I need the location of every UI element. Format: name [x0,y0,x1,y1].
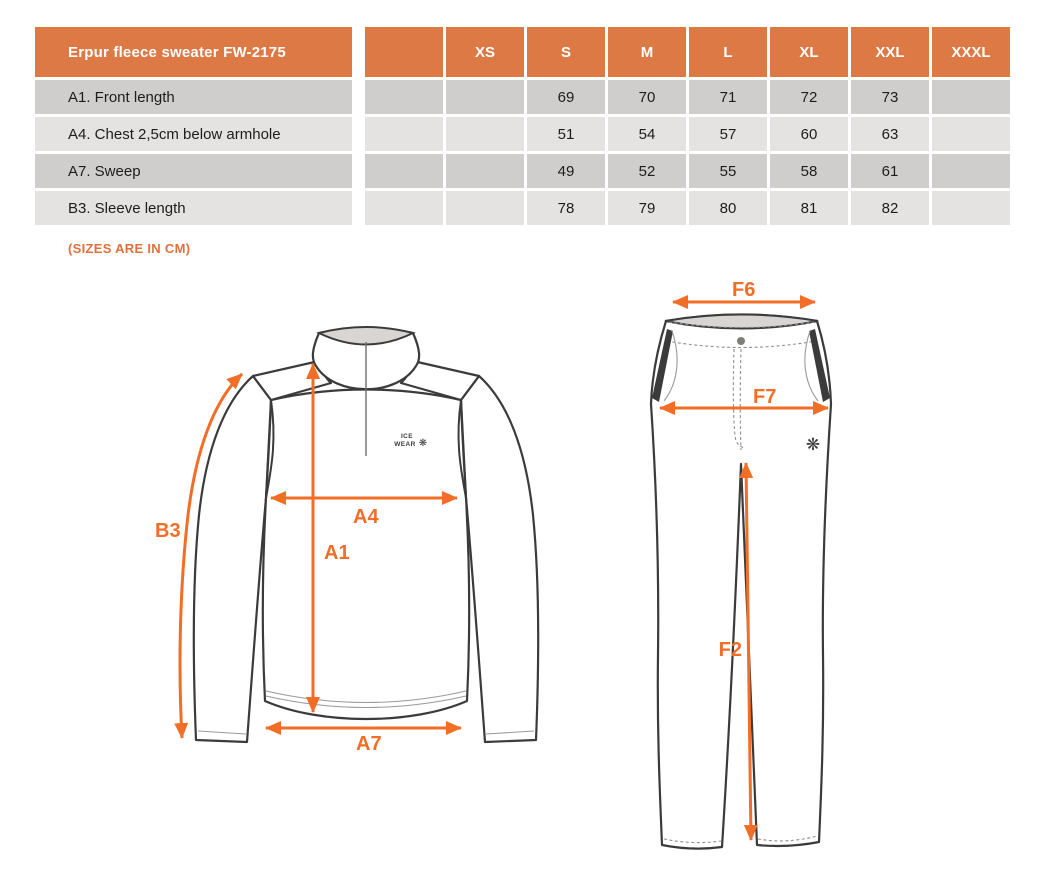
value-cell: 57 [689,117,767,151]
value-cell: 61 [851,154,929,188]
value-cell: 81 [770,191,848,225]
value-cell [365,117,443,151]
value-cell: 79 [608,191,686,225]
logo-text-wear: WEAR [394,441,416,448]
value-cell: 58 [770,154,848,188]
logo-text-ice: ICE [400,433,414,440]
sweater-right-sleeve [461,376,538,742]
col-header-xxxl: XXXL [932,27,1010,77]
col-header-xs: XS [446,27,524,77]
row-label: B3. Sleeve length [35,191,362,225]
col-header-m: M [608,27,686,77]
row-label: A1. Front length [35,80,362,114]
value-cell: 49 [527,154,605,188]
col-header-blank [365,27,443,77]
value-cell [932,117,1010,151]
a4-label: A4 [353,506,379,528]
value-cell: 54 [608,117,686,151]
value-cell: 52 [608,154,686,188]
value-cell: 55 [689,154,767,188]
f2-label: F2 [718,639,742,661]
value-cell [365,154,443,188]
snowflake-icon: ❋ [418,438,428,449]
value-cell: 72 [770,80,848,114]
table-title: Erpur fleece sweater FW-2175 [35,27,362,77]
a7-label: A7 [356,733,382,755]
value-cell [932,191,1010,225]
col-header-s: S [527,27,605,77]
value-cell: 82 [851,191,929,225]
value-cell: 73 [851,80,929,114]
col-header-xl: XL [770,27,848,77]
size-table [35,27,1010,225]
a1-label: A1 [324,542,350,564]
snowflake-icon: ❋ [805,435,821,455]
value-cell [932,80,1010,114]
value-cell: 69 [527,80,605,114]
f7-label: F7 [753,386,777,408]
value-cell: 60 [770,117,848,151]
value-cell [446,191,524,225]
measurement-diagrams [0,270,1039,894]
sizes-unit-note: (SIZES ARE IN CM) [68,241,191,256]
waist-button [737,337,745,345]
col-header-xxl: XXL [851,27,929,77]
value-cell [446,154,524,188]
value-cell [365,191,443,225]
pants-diagram [651,279,831,849]
value-cell: 63 [851,117,929,151]
value-cell: 70 [608,80,686,114]
col-header-l: L [689,27,767,77]
row-label: A7. Sweep [35,154,362,188]
value-cell: 71 [689,80,767,114]
value-cell [932,154,1010,188]
b3-label: B3 [155,520,181,542]
value-cell [446,80,524,114]
value-cell [365,80,443,114]
value-cell: 78 [527,191,605,225]
row-label: A4. Chest 2,5cm below armhole [35,117,362,151]
sweater-diagram [155,327,538,755]
f6-label: F6 [732,279,756,301]
value-cell: 80 [689,191,767,225]
value-cell: 51 [527,117,605,151]
pants-outline [651,315,831,849]
value-cell [446,117,524,151]
